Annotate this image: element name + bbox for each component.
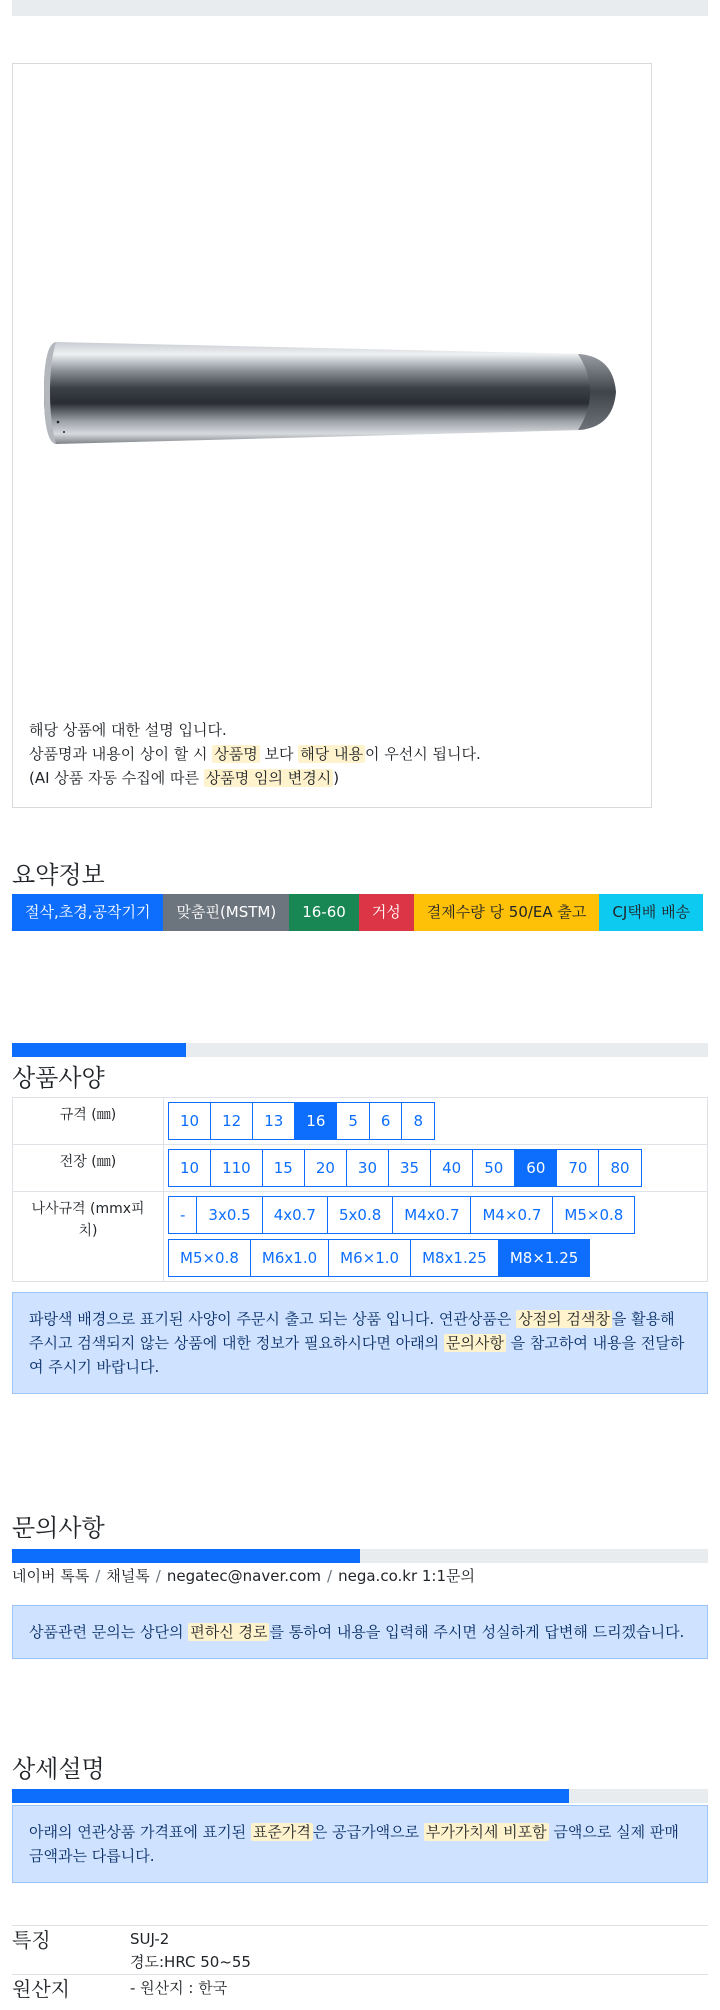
- detail-notice: [12, 1805, 708, 1883]
- text-segment: 금액으로 실제 판매금액과는 다릅니다.: [29, 1823, 679, 1865]
- spec-table: [12, 1097, 708, 1282]
- summary-badge: 16-60: [289, 894, 359, 931]
- option-group: [168, 1239, 703, 1277]
- info-value-line: SUJ-2: [130, 1930, 170, 1948]
- option-button[interactable]: 13: [252, 1102, 295, 1140]
- summary-badge: 절삭,초경,공작기기: [12, 894, 163, 931]
- option-button[interactable]: 10: [168, 1149, 211, 1187]
- option-button[interactable]: 110: [210, 1149, 263, 1187]
- option-button[interactable]: 12: [210, 1102, 253, 1140]
- top-bar: [12, 0, 708, 16]
- highlight-text: 문의사항: [445, 1334, 504, 1352]
- option-button[interactable]: 30: [346, 1149, 389, 1187]
- detail-progress-fill: [12, 1789, 569, 1803]
- text-segment: 은 공급가액으로: [312, 1823, 424, 1841]
- text-segment: ): [333, 769, 340, 787]
- option-button[interactable]: 70: [556, 1149, 599, 1187]
- description-line: [29, 742, 481, 766]
- contact-link[interactable]: negatec@naver.com: [166, 1567, 322, 1585]
- option-button[interactable]: -: [168, 1196, 197, 1234]
- option-button[interactable]: 80: [598, 1149, 641, 1187]
- option-button[interactable]: M6x1.0: [250, 1239, 329, 1277]
- contact-link[interactable]: nega.co.kr 1:1문의: [338, 1567, 475, 1585]
- spec-label: 규격 (㎜): [13, 1098, 164, 1145]
- highlight-text: 편하신 경로: [190, 1623, 268, 1641]
- summary-title: 요약정보: [12, 861, 105, 889]
- option-button[interactable]: 3x0.5: [196, 1196, 262, 1234]
- specs-title: 상품사양: [12, 1064, 105, 1092]
- summary-badge: 결제수량 당 50/EA 출고: [414, 894, 600, 931]
- spec-options: [164, 1098, 708, 1145]
- option-button[interactable]: 10: [168, 1102, 211, 1140]
- spec-label: 나사규격 (mmx피치): [13, 1192, 164, 1282]
- product-info-table: [12, 1925, 708, 2002]
- option-button[interactable]: 5: [336, 1102, 370, 1140]
- text-segment: 상품관련 문의는 상단의: [29, 1623, 189, 1641]
- highlight-text: 표준가격: [252, 1823, 311, 1841]
- option-button[interactable]: M6×1.0: [328, 1239, 411, 1277]
- option-group: [168, 1196, 703, 1234]
- option-button[interactable]: 4x0.7: [262, 1196, 328, 1234]
- option-button[interactable]: M5×0.8: [552, 1196, 635, 1234]
- contact-separator: /: [155, 1567, 161, 1585]
- info-key: 원산지: [12, 1975, 130, 2003]
- option-button[interactable]: M5×0.8: [168, 1239, 251, 1277]
- spec-label: 전장 (㎜): [13, 1145, 164, 1192]
- info-value: [130, 1926, 708, 1975]
- summary-badges: [12, 894, 708, 931]
- text-segment: 파랑색 배경으로 표기된 사양이 주문시 출고 되는 상품 입니다. 연관상품은: [29, 1310, 517, 1328]
- product-image-card: [12, 63, 652, 808]
- summary-badge: CJ택배 배송: [599, 894, 703, 931]
- detail-progress-bar: [12, 1789, 708, 1803]
- text-segment: 보다: [259, 745, 299, 763]
- option-button[interactable]: 20: [304, 1149, 347, 1187]
- text-segment: 상품명과 내용이 상이 할 시: [29, 745, 213, 763]
- detail-title: 상세설명: [12, 1755, 105, 1783]
- specs-progress-bar: [12, 1043, 708, 1057]
- option-selected[interactable]: M8×1.25: [498, 1239, 590, 1277]
- option-button[interactable]: M4×0.7: [470, 1196, 553, 1234]
- option-button[interactable]: 6: [369, 1102, 403, 1140]
- option-selected[interactable]: 60: [514, 1149, 557, 1187]
- spec-row: [13, 1192, 708, 1282]
- option-selected[interactable]: 16: [294, 1102, 337, 1140]
- contact-links: [12, 1565, 475, 1586]
- spec-options: [164, 1145, 708, 1192]
- inquiry-progress-bar: [12, 1549, 708, 1563]
- highlight-text: 해당 내용: [300, 745, 363, 763]
- spec-row: [13, 1145, 708, 1192]
- summary-badge: 거성: [359, 894, 414, 931]
- option-button[interactable]: 40: [430, 1149, 473, 1187]
- inquiry-notice: [12, 1605, 708, 1659]
- spec-row: [13, 1098, 708, 1145]
- option-button[interactable]: M4x0.7: [392, 1196, 471, 1234]
- highlight-text: 상품명 임의 변경시: [205, 769, 332, 787]
- option-button[interactable]: 50: [472, 1149, 515, 1187]
- info-value-line: - 원산지 : 한국: [130, 1979, 228, 1997]
- highlight-text: 상품명: [214, 745, 258, 763]
- description-line: [29, 718, 481, 742]
- specs-progress-fill: [12, 1043, 186, 1057]
- summary-badge: 맞춤핀(MSTM): [163, 894, 289, 931]
- description-line: [29, 766, 481, 790]
- info-value: [130, 1975, 708, 2003]
- option-button[interactable]: 5x0.8: [327, 1196, 393, 1234]
- text-segment: 을 활용해 주시고 검색되지 않는 상품에 대한 정보가 필요하시다면 아래의: [29, 1310, 675, 1352]
- text-segment: 이 우선시 됩니다.: [364, 745, 481, 763]
- spec-options: [164, 1192, 708, 1282]
- text-segment: 을 참고하여 내용을 전달하여 주시기 바랍니다.: [29, 1334, 685, 1376]
- inquiry-progress-fill: [12, 1549, 360, 1563]
- inquiry-title: 문의사항: [12, 1514, 105, 1542]
- text-segment: 해당 상품에 대한 설명 입니다.: [29, 721, 227, 739]
- dowel-pin-image: [38, 292, 638, 502]
- option-group: [168, 1149, 703, 1187]
- option-group: [168, 1102, 703, 1140]
- info-row: [12, 1926, 708, 1975]
- option-button[interactable]: M8x1.25: [410, 1239, 499, 1277]
- text-segment: (AI 상품 자동 수집에 따른: [29, 769, 204, 787]
- contact-separator: /: [327, 1567, 333, 1585]
- option-button[interactable]: 15: [262, 1149, 305, 1187]
- text-segment: 를 통하여 내용을 입력해 주시면 성실하게 답변해 드리겠습니다.: [269, 1623, 685, 1641]
- contact-link[interactable]: 네이버 톡톡: [12, 1567, 90, 1585]
- contact-separator: /: [95, 1567, 101, 1585]
- highlight-text: 상점의 검색창: [518, 1310, 610, 1328]
- info-value-line: 경도:HRC 50~55: [130, 1953, 251, 1971]
- product-image: [38, 292, 638, 502]
- highlight-text: 부가가치세 비포함: [425, 1823, 547, 1841]
- specs-notice: [12, 1292, 708, 1394]
- option-button[interactable]: 35: [388, 1149, 431, 1187]
- info-row: [12, 1975, 708, 2003]
- info-key: 특징: [12, 1926, 130, 1975]
- contact-link[interactable]: 채널톡: [106, 1567, 150, 1585]
- text-segment: 아래의 연관상품 가격표에 표기된: [29, 1823, 251, 1841]
- product-description: [29, 718, 481, 790]
- option-button[interactable]: 8: [401, 1102, 435, 1140]
